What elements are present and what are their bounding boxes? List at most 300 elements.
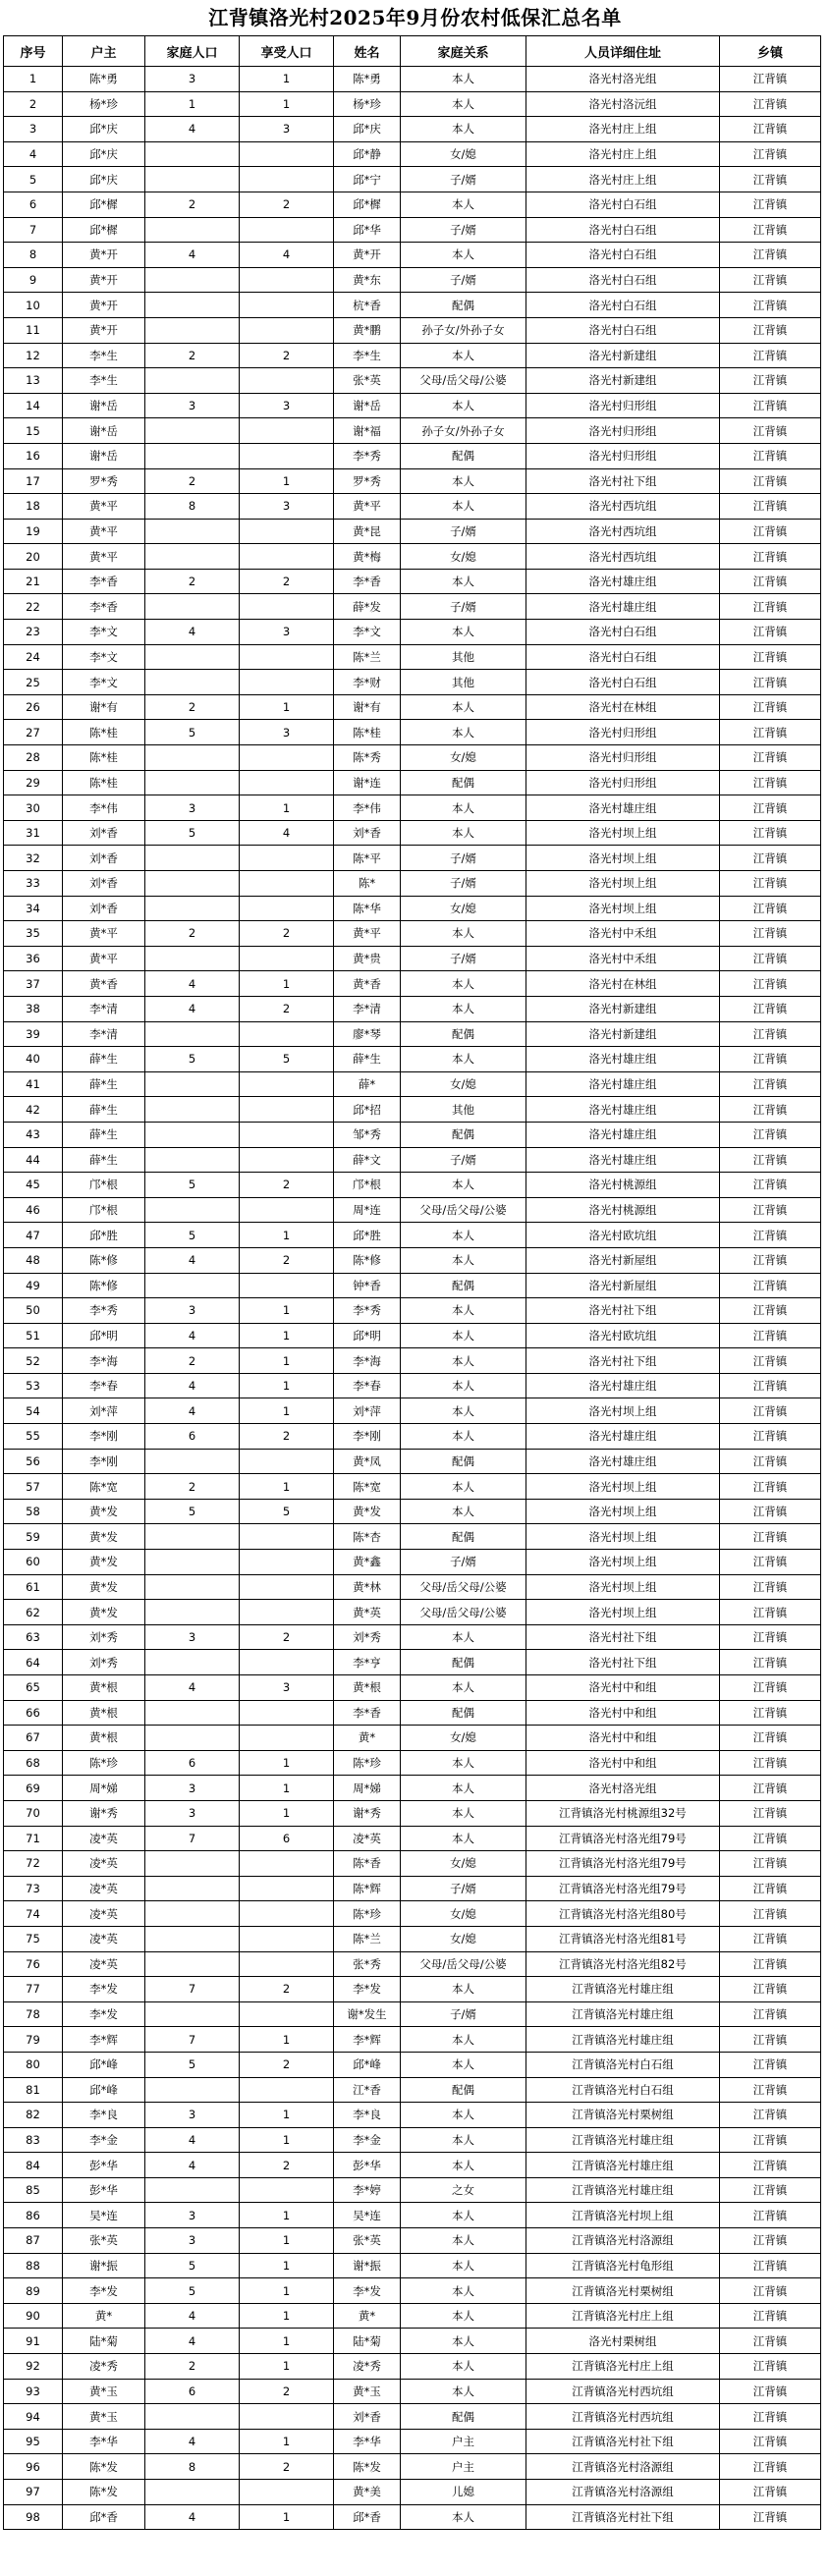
cell-family-size bbox=[145, 896, 240, 921]
cell-family-size: 4 bbox=[145, 2303, 240, 2329]
cell-address: 洛光村洛光组 bbox=[526, 67, 720, 92]
cell-family-size: 3 bbox=[145, 2203, 240, 2228]
cell-relation: 配偶 bbox=[401, 1700, 526, 1726]
cell-town: 江背镇 bbox=[720, 293, 821, 318]
cell-index: 84 bbox=[4, 2153, 63, 2178]
cell-town: 江背镇 bbox=[720, 2001, 821, 2027]
cell-household-head: 邱*庆 bbox=[63, 117, 145, 142]
cell-beneficiaries bbox=[240, 267, 334, 293]
cell-family-size bbox=[145, 1550, 240, 1575]
cell-household-head: 李*生 bbox=[63, 343, 145, 368]
cell-household-head: 周*娣 bbox=[63, 1776, 145, 1801]
table-row bbox=[4, 2103, 821, 2128]
cell-relation: 配偶 bbox=[401, 2404, 526, 2430]
cell-household-head: 陈*桂 bbox=[63, 770, 145, 795]
table-row bbox=[4, 2228, 821, 2254]
table-row bbox=[4, 871, 821, 897]
cell-relation: 本人 bbox=[401, 67, 526, 92]
table-row bbox=[4, 1298, 821, 1324]
cell-town: 江背镇 bbox=[720, 1273, 821, 1298]
cell-index: 50 bbox=[4, 1298, 63, 1324]
cell-address: 江背镇洛光村庄上组 bbox=[526, 2354, 720, 2380]
cell-family-size bbox=[145, 594, 240, 620]
header-cell-relation: 家庭关系 bbox=[401, 36, 526, 67]
cell-beneficiaries bbox=[240, 1700, 334, 1726]
cell-address: 洛光村新屋组 bbox=[526, 1273, 720, 1298]
table-row bbox=[4, 2253, 821, 2278]
cell-address: 洛光村坝上组 bbox=[526, 820, 720, 846]
cell-name: 李*生 bbox=[334, 343, 401, 368]
cell-relation: 配偶 bbox=[401, 1524, 526, 1550]
cell-name: 陈*平 bbox=[334, 846, 401, 871]
cell-family-size bbox=[145, 1600, 240, 1625]
cell-index: 47 bbox=[4, 1223, 63, 1248]
document-title: 江背镇洛光村2025年9月份农村低保汇总名单 bbox=[208, 6, 622, 29]
cell-town: 江背镇 bbox=[720, 1675, 821, 1701]
table-row bbox=[4, 720, 821, 745]
cell-town: 江背镇 bbox=[720, 1800, 821, 1826]
cell-town: 江背镇 bbox=[720, 745, 821, 771]
cell-name: 黄*鹏 bbox=[334, 317, 401, 343]
cell-family-size bbox=[145, 2077, 240, 2103]
cell-name: 邱*峰 bbox=[334, 2052, 401, 2077]
cell-beneficiaries: 1 bbox=[240, 2429, 334, 2454]
cell-address: 洛光村社下组 bbox=[526, 468, 720, 494]
table-row bbox=[4, 343, 821, 368]
cell-family-size bbox=[145, 946, 240, 971]
cell-town: 江背镇 bbox=[720, 2203, 821, 2228]
cell-household-head: 彭*华 bbox=[63, 2177, 145, 2203]
cell-town: 江背镇 bbox=[720, 1097, 821, 1123]
cell-family-size: 5 bbox=[145, 2052, 240, 2077]
cell-town: 江背镇 bbox=[720, 2454, 821, 2480]
cell-family-size: 2 bbox=[145, 1474, 240, 1500]
cell-household-head: 黄*发 bbox=[63, 1550, 145, 1575]
cell-family-size: 5 bbox=[145, 2278, 240, 2304]
cell-family-size bbox=[145, 1574, 240, 1600]
cell-address: 洛光村洛光组 bbox=[526, 1776, 720, 1801]
cell-town: 江背镇 bbox=[720, 871, 821, 897]
cell-family-size: 4 bbox=[145, 2127, 240, 2153]
cell-town: 江背镇 bbox=[720, 217, 821, 243]
cell-beneficiaries bbox=[240, 1097, 334, 1123]
cell-name: 吴*连 bbox=[334, 2203, 401, 2228]
cell-name: 邱*明 bbox=[334, 1323, 401, 1348]
cell-relation: 女/媳 bbox=[401, 1726, 526, 1751]
cell-address: 洛光村中和组 bbox=[526, 1750, 720, 1776]
cell-relation: 本人 bbox=[401, 117, 526, 142]
cell-household-head: 黄*发 bbox=[63, 1524, 145, 1550]
cell-name: 周*娣 bbox=[334, 1776, 401, 1801]
cell-town: 江背镇 bbox=[720, 343, 821, 368]
cell-beneficiaries: 2 bbox=[240, 2454, 334, 2480]
cell-index: 61 bbox=[4, 1574, 63, 1600]
cell-relation: 女/媳 bbox=[401, 1901, 526, 1927]
table-row bbox=[4, 91, 821, 117]
cell-family-size: 2 bbox=[145, 2354, 240, 2380]
cell-name: 陈*修 bbox=[334, 1247, 401, 1273]
cell-town: 江背镇 bbox=[720, 317, 821, 343]
cell-relation: 户主 bbox=[401, 2429, 526, 2454]
table-row bbox=[4, 1398, 821, 1424]
cell-town: 江背镇 bbox=[720, 896, 821, 921]
cell-beneficiaries: 1 bbox=[240, 2127, 334, 2153]
header-cell-name: 姓名 bbox=[334, 36, 401, 67]
cell-town: 江背镇 bbox=[720, 519, 821, 544]
cell-family-size: 8 bbox=[145, 2454, 240, 2480]
cell-name: 陈*珍 bbox=[334, 1750, 401, 1776]
cell-household-head: 李*刚 bbox=[63, 1449, 145, 1474]
cell-household-head: 谢*岳 bbox=[63, 443, 145, 468]
cell-name: 黄*平 bbox=[334, 921, 401, 947]
cell-family-size: 4 bbox=[145, 2329, 240, 2354]
cell-town: 江背镇 bbox=[720, 2329, 821, 2354]
table-row bbox=[4, 1574, 821, 1600]
cell-beneficiaries: 6 bbox=[240, 1826, 334, 1851]
cell-relation: 儿媳 bbox=[401, 2480, 526, 2505]
cell-family-size bbox=[145, 267, 240, 293]
cell-name: 李*发 bbox=[334, 2278, 401, 2304]
cell-name: 刘*香 bbox=[334, 2404, 401, 2430]
cell-address: 洛光村社下组 bbox=[526, 1624, 720, 1650]
cell-relation: 本人 bbox=[401, 2379, 526, 2404]
table-row bbox=[4, 2379, 821, 2404]
cell-family-size: 2 bbox=[145, 1348, 240, 1374]
cell-name: 张*英 bbox=[334, 368, 401, 394]
cell-index: 46 bbox=[4, 1197, 63, 1223]
cell-beneficiaries bbox=[240, 1901, 334, 1927]
header-cell-beneficiaries: 享受人口 bbox=[240, 36, 334, 67]
cell-town: 江背镇 bbox=[720, 720, 821, 745]
cell-household-head: 李*辉 bbox=[63, 2027, 145, 2053]
cell-index: 17 bbox=[4, 468, 63, 494]
cell-household-head: 张*英 bbox=[63, 2228, 145, 2254]
cell-name: 陈*华 bbox=[334, 896, 401, 921]
table-row bbox=[4, 2001, 821, 2027]
cell-relation: 本人 bbox=[401, 1675, 526, 1701]
cell-town: 江背镇 bbox=[720, 2504, 821, 2530]
cell-relation: 本人 bbox=[401, 1223, 526, 1248]
cell-family-size: 4 bbox=[145, 1373, 240, 1398]
cell-address: 江背镇洛光村洛光组81号 bbox=[526, 1926, 720, 1951]
cell-town: 江背镇 bbox=[720, 141, 821, 167]
table-row bbox=[4, 1247, 821, 1273]
table-row bbox=[4, 1348, 821, 1374]
cell-family-size bbox=[145, 443, 240, 468]
cell-address: 江背镇洛光村洛光组79号 bbox=[526, 1876, 720, 1901]
cell-town: 江背镇 bbox=[720, 1499, 821, 1524]
cell-family-size bbox=[145, 368, 240, 394]
table-row bbox=[4, 494, 821, 520]
cell-relation: 本人 bbox=[401, 971, 526, 997]
cell-beneficiaries bbox=[240, 1926, 334, 1951]
table-row bbox=[4, 293, 821, 318]
cell-town: 江背镇 bbox=[720, 443, 821, 468]
cell-address: 洛光村坝上组 bbox=[526, 1574, 720, 1600]
cell-town: 江背镇 bbox=[720, 694, 821, 720]
cell-beneficiaries bbox=[240, 871, 334, 897]
cell-household-head: 凌*英 bbox=[63, 1951, 145, 1977]
cell-address: 洛光村在林组 bbox=[526, 971, 720, 997]
cell-index: 97 bbox=[4, 2480, 63, 2505]
cell-index: 90 bbox=[4, 2303, 63, 2329]
cell-address: 洛光村新建组 bbox=[526, 368, 720, 394]
cell-name: 黄*贵 bbox=[334, 946, 401, 971]
cell-family-size bbox=[145, 1901, 240, 1927]
cell-address: 江背镇洛光村坝上组 bbox=[526, 2203, 720, 2228]
cell-relation: 本人 bbox=[401, 820, 526, 846]
cell-relation: 孙子女/外孙子女 bbox=[401, 418, 526, 444]
cell-address: 洛光村白石组 bbox=[526, 192, 720, 217]
table-body bbox=[4, 67, 821, 2530]
cell-beneficiaries: 2 bbox=[240, 921, 334, 947]
cell-index: 29 bbox=[4, 770, 63, 795]
cell-address: 洛光村新屋组 bbox=[526, 1247, 720, 1273]
table-row bbox=[4, 1323, 821, 1348]
cell-town: 江背镇 bbox=[720, 2278, 821, 2304]
table-row bbox=[4, 745, 821, 771]
cell-beneficiaries: 2 bbox=[240, 2153, 334, 2178]
cell-family-size bbox=[145, 871, 240, 897]
cell-beneficiaries bbox=[240, 1147, 334, 1173]
cell-beneficiaries bbox=[240, 1524, 334, 1550]
cell-household-head: 李*香 bbox=[63, 594, 145, 620]
cell-beneficiaries: 1 bbox=[240, 2228, 334, 2254]
cell-town: 江背镇 bbox=[720, 2153, 821, 2178]
cell-town: 江背镇 bbox=[720, 1147, 821, 1173]
cell-beneficiaries bbox=[240, 1876, 334, 1901]
cell-address: 江背镇洛光村洛源组 bbox=[526, 2480, 720, 2505]
cell-family-size: 4 bbox=[145, 1247, 240, 1273]
cell-town: 江背镇 bbox=[720, 1524, 821, 1550]
cell-family-size bbox=[145, 317, 240, 343]
cell-beneficiaries bbox=[240, 1122, 334, 1147]
cell-family-size: 8 bbox=[145, 494, 240, 520]
cell-family-size: 2 bbox=[145, 921, 240, 947]
cell-family-size bbox=[145, 1700, 240, 1726]
cell-address: 江背镇洛光村雄庄组 bbox=[526, 2127, 720, 2153]
cell-household-head: 彭*华 bbox=[63, 2153, 145, 2178]
cell-relation: 本人 bbox=[401, 1776, 526, 1801]
cell-relation: 女/媳 bbox=[401, 1926, 526, 1951]
cell-name: 李*华 bbox=[334, 2429, 401, 2454]
cell-town: 江背镇 bbox=[720, 2354, 821, 2380]
cell-beneficiaries bbox=[240, 946, 334, 971]
cell-relation: 本人 bbox=[401, 2127, 526, 2153]
cell-beneficiaries: 5 bbox=[240, 1499, 334, 1524]
cell-town: 江背镇 bbox=[720, 1776, 821, 1801]
cell-relation: 父母/岳父母/公婆 bbox=[401, 1197, 526, 1223]
cell-family-size: 4 bbox=[145, 1323, 240, 1348]
cell-name: 黄*凤 bbox=[334, 1449, 401, 1474]
cell-beneficiaries bbox=[240, 217, 334, 243]
cell-address: 江背镇洛光村洛光组79号 bbox=[526, 1851, 720, 1877]
cell-address: 江背镇洛光村社下组 bbox=[526, 2504, 720, 2530]
cell-relation: 本人 bbox=[401, 1298, 526, 1324]
cell-index: 78 bbox=[4, 2001, 63, 2027]
cell-beneficiaries: 3 bbox=[240, 720, 334, 745]
cell-beneficiaries: 1 bbox=[240, 1776, 334, 1801]
cell-index: 13 bbox=[4, 368, 63, 394]
cell-household-head: 黄* bbox=[63, 2303, 145, 2329]
cell-beneficiaries bbox=[240, 1851, 334, 1877]
cell-household-head: 邱*香 bbox=[63, 2504, 145, 2530]
cell-beneficiaries: 2 bbox=[240, 343, 334, 368]
cell-relation: 本人 bbox=[401, 2329, 526, 2354]
table-row bbox=[4, 2454, 821, 2480]
cell-index: 88 bbox=[4, 2253, 63, 2278]
cell-relation: 配偶 bbox=[401, 1122, 526, 1147]
cell-index: 72 bbox=[4, 1851, 63, 1877]
cell-index: 35 bbox=[4, 921, 63, 947]
cell-town: 江背镇 bbox=[720, 2127, 821, 2153]
cell-relation: 本人 bbox=[401, 1474, 526, 1500]
table-row bbox=[4, 1926, 821, 1951]
cell-family-size: 5 bbox=[145, 1223, 240, 1248]
table-row bbox=[4, 443, 821, 468]
cell-name: 邱*胜 bbox=[334, 1223, 401, 1248]
cell-name: 杭*香 bbox=[334, 293, 401, 318]
cell-beneficiaries bbox=[240, 1071, 334, 1097]
cell-index: 94 bbox=[4, 2404, 63, 2430]
cell-family-size bbox=[145, 167, 240, 192]
table-row bbox=[4, 1650, 821, 1675]
cell-beneficiaries: 2 bbox=[240, 1173, 334, 1198]
cell-relation: 子/婿 bbox=[401, 594, 526, 620]
cell-beneficiaries: 2 bbox=[240, 1247, 334, 1273]
cell-beneficiaries bbox=[240, 644, 334, 670]
cell-name: 陈*兰 bbox=[334, 1926, 401, 1951]
cell-household-head: 李*金 bbox=[63, 2127, 145, 2153]
cell-address: 洛光村白石组 bbox=[526, 267, 720, 293]
cell-name: 谢*福 bbox=[334, 418, 401, 444]
cell-name: 邱*华 bbox=[334, 217, 401, 243]
cell-household-head: 黄*平 bbox=[63, 921, 145, 947]
cell-town: 江背镇 bbox=[720, 1851, 821, 1877]
cell-relation: 本人 bbox=[401, 921, 526, 947]
cell-index: 38 bbox=[4, 996, 63, 1021]
cell-beneficiaries bbox=[240, 2404, 334, 2430]
cell-address: 洛光村中禾组 bbox=[526, 921, 720, 947]
cell-index: 15 bbox=[4, 418, 63, 444]
cell-relation: 子/婿 bbox=[401, 946, 526, 971]
cell-index: 56 bbox=[4, 1449, 63, 1474]
cell-name: 黄*鑫 bbox=[334, 1550, 401, 1575]
cell-beneficiaries: 3 bbox=[240, 494, 334, 520]
cell-index: 63 bbox=[4, 1624, 63, 1650]
cell-name: 邱*招 bbox=[334, 1097, 401, 1123]
table-row bbox=[4, 2278, 821, 2304]
cell-relation: 本人 bbox=[401, 620, 526, 645]
cell-address: 洛光村新建组 bbox=[526, 996, 720, 1021]
cell-household-head: 李*发 bbox=[63, 1977, 145, 2002]
cell-index: 89 bbox=[4, 2278, 63, 2304]
cell-relation: 配偶 bbox=[401, 2077, 526, 2103]
cell-beneficiaries bbox=[240, 141, 334, 167]
cell-family-size: 6 bbox=[145, 1424, 240, 1450]
cell-town: 江背镇 bbox=[720, 946, 821, 971]
cell-relation: 子/婿 bbox=[401, 871, 526, 897]
cell-name: 陈*桂 bbox=[334, 720, 401, 745]
cell-town: 江背镇 bbox=[720, 569, 821, 594]
cell-relation: 本人 bbox=[401, 91, 526, 117]
cell-town: 江背镇 bbox=[720, 1926, 821, 1951]
table-row bbox=[4, 1750, 821, 1776]
cell-town: 江背镇 bbox=[720, 1223, 821, 1248]
table-row bbox=[4, 243, 821, 268]
table-row bbox=[4, 946, 821, 971]
cell-family-size: 2 bbox=[145, 468, 240, 494]
cell-name: 邱*宁 bbox=[334, 167, 401, 192]
cell-household-head: 薛*生 bbox=[63, 1122, 145, 1147]
cell-relation: 本人 bbox=[401, 2203, 526, 2228]
cell-index: 81 bbox=[4, 2077, 63, 2103]
cell-family-size: 6 bbox=[145, 1750, 240, 1776]
cell-relation: 配偶 bbox=[401, 443, 526, 468]
cell-family-size bbox=[145, 1197, 240, 1223]
cell-household-head: 刘*秀 bbox=[63, 1650, 145, 1675]
cell-name: 陈*杏 bbox=[334, 1524, 401, 1550]
cell-name: 邱*香 bbox=[334, 2504, 401, 2530]
cell-index: 14 bbox=[4, 393, 63, 418]
table-row bbox=[4, 569, 821, 594]
cell-address: 洛光村西坑组 bbox=[526, 519, 720, 544]
cell-name: 李*清 bbox=[334, 996, 401, 1021]
cell-town: 江背镇 bbox=[720, 971, 821, 997]
cell-relation: 配偶 bbox=[401, 1449, 526, 1474]
cell-household-head: 李*良 bbox=[63, 2103, 145, 2128]
cell-town: 江背镇 bbox=[720, 1247, 821, 1273]
cell-family-size bbox=[145, 2404, 240, 2430]
cell-household-head: 陈*宽 bbox=[63, 1474, 145, 1500]
table-row bbox=[4, 770, 821, 795]
cell-index: 55 bbox=[4, 1424, 63, 1450]
cell-index: 73 bbox=[4, 1876, 63, 1901]
cell-relation: 子/婿 bbox=[401, 1876, 526, 1901]
cell-town: 江背镇 bbox=[720, 2253, 821, 2278]
cell-family-size: 1 bbox=[145, 91, 240, 117]
cell-name: 李*辉 bbox=[334, 2027, 401, 2053]
cell-town: 江背镇 bbox=[720, 670, 821, 695]
table-row bbox=[4, 192, 821, 217]
cell-household-head: 谢*岳 bbox=[63, 393, 145, 418]
cell-index: 98 bbox=[4, 2504, 63, 2530]
cell-index: 83 bbox=[4, 2127, 63, 2153]
cell-address: 洛光村洛沅组 bbox=[526, 91, 720, 117]
cell-address: 洛光村庄上组 bbox=[526, 167, 720, 192]
cell-family-size bbox=[145, 1926, 240, 1951]
table-row bbox=[4, 1071, 821, 1097]
cell-address: 洛光村白石组 bbox=[526, 243, 720, 268]
cell-index: 11 bbox=[4, 317, 63, 343]
cell-household-head: 李*清 bbox=[63, 1021, 145, 1047]
cell-household-head: 刘*秀 bbox=[63, 1624, 145, 1650]
cell-relation: 本人 bbox=[401, 192, 526, 217]
cell-index: 53 bbox=[4, 1373, 63, 1398]
cell-household-head: 陈*修 bbox=[63, 1273, 145, 1298]
cell-address: 洛光村雄庄组 bbox=[526, 1047, 720, 1072]
cell-beneficiaries bbox=[240, 670, 334, 695]
table-row bbox=[4, 644, 821, 670]
cell-household-head: 黄*玉 bbox=[63, 2379, 145, 2404]
cell-name: 邱*静 bbox=[334, 141, 401, 167]
cell-beneficiaries: 3 bbox=[240, 620, 334, 645]
cell-town: 江背镇 bbox=[720, 2228, 821, 2254]
cell-household-head: 李*刚 bbox=[63, 1424, 145, 1450]
cell-family-size: 3 bbox=[145, 795, 240, 821]
cell-relation: 父母/岳父母/公婆 bbox=[401, 1951, 526, 1977]
cell-beneficiaries bbox=[240, 293, 334, 318]
